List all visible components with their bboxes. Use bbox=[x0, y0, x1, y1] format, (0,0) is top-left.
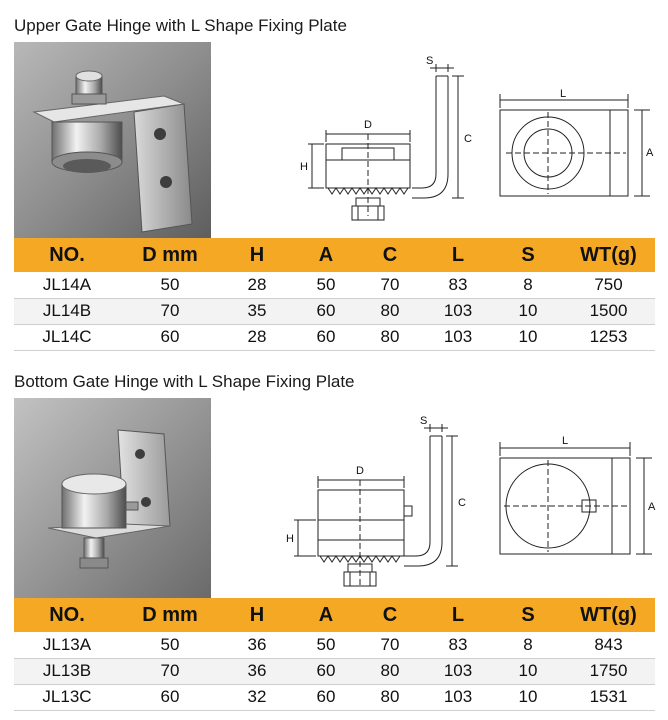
bottom-spec-table bbox=[14, 598, 655, 711]
table-cell: 70 bbox=[120, 658, 220, 684]
dim-label-h: H bbox=[286, 533, 294, 545]
table-cell: JL13A bbox=[42, 634, 92, 654]
table-cell: 10 bbox=[494, 658, 562, 684]
table-cell: 28 bbox=[247, 327, 267, 346]
dim-label-c: C bbox=[464, 133, 472, 145]
dim-label-c: C bbox=[458, 497, 466, 509]
table-cell: 103 bbox=[422, 658, 494, 684]
table-cell: 80 bbox=[380, 687, 400, 706]
column-header: C bbox=[358, 238, 422, 272]
table-cell: 36 bbox=[247, 634, 267, 654]
column-header: NO. bbox=[14, 238, 120, 272]
table-row bbox=[14, 298, 655, 324]
column-header: A bbox=[294, 598, 358, 632]
table-cell: JL14A bbox=[42, 274, 92, 294]
table-cell: 103 bbox=[422, 298, 494, 324]
table-cell: 36 bbox=[220, 658, 294, 684]
table-cell: 843 bbox=[594, 634, 623, 654]
table-cell: 32 bbox=[247, 687, 267, 706]
table-cell: 10 bbox=[518, 327, 538, 346]
table-cell: 10 bbox=[518, 687, 538, 706]
table-cell: 1750 bbox=[562, 658, 655, 684]
upper-hinge-section bbox=[0, 0, 668, 352]
table-cell: 83 bbox=[448, 274, 468, 294]
dim-label-h: H bbox=[300, 161, 308, 173]
table-cell: JL14B bbox=[14, 298, 120, 324]
column-header: C bbox=[358, 598, 422, 632]
table-cell: 70 bbox=[380, 634, 400, 654]
column-header: WT(g) bbox=[562, 238, 655, 272]
upper-top-view-drawing bbox=[494, 88, 658, 204]
section-title: Upper Gate Hinge with L Shape Fixing Plate bbox=[14, 16, 347, 35]
upper-spec-table bbox=[14, 238, 655, 351]
column-header: S bbox=[494, 238, 562, 272]
table-cell: 60 bbox=[294, 658, 358, 684]
bottom-hinge-section bbox=[0, 362, 668, 720]
column-header: H bbox=[220, 598, 294, 632]
bottom-top-view-drawing bbox=[492, 434, 660, 560]
column-header: A bbox=[294, 238, 358, 272]
table-cell: 80 bbox=[358, 298, 422, 324]
dim-label-s: S bbox=[426, 56, 434, 67]
table-cell: JL13C bbox=[42, 687, 92, 706]
table-header-row bbox=[14, 598, 655, 632]
column-header: L bbox=[422, 238, 494, 272]
table-cell: 8 bbox=[523, 274, 533, 294]
dim-label-s: S bbox=[420, 415, 428, 427]
table-row bbox=[14, 684, 655, 710]
table-cell: 80 bbox=[358, 658, 422, 684]
dim-label-d: D bbox=[356, 465, 364, 477]
column-header: S bbox=[494, 598, 562, 632]
dim-label-l: L bbox=[560, 88, 567, 100]
table-cell: 8 bbox=[523, 634, 533, 654]
column-header: D mm bbox=[120, 598, 220, 632]
dim-label-a: A bbox=[648, 501, 656, 513]
dim-label-a: A bbox=[646, 147, 654, 159]
column-header: H bbox=[220, 238, 294, 272]
table-cell: 60 bbox=[316, 327, 336, 346]
table-cell: 50 bbox=[316, 274, 336, 294]
dim-label-d: D bbox=[364, 119, 372, 131]
table-row bbox=[14, 632, 655, 658]
bottom-hinge-photo bbox=[14, 398, 211, 598]
column-header: L bbox=[422, 598, 494, 632]
upper-side-view-drawing bbox=[296, 56, 486, 228]
table-header-row bbox=[14, 238, 655, 272]
table-row bbox=[14, 324, 655, 350]
table-cell: 1253 bbox=[589, 327, 628, 346]
table-cell: 1531 bbox=[589, 687, 628, 706]
table-cell: 80 bbox=[380, 327, 400, 346]
bottom-side-view-drawing bbox=[280, 414, 480, 592]
table-cell: 103 bbox=[443, 327, 473, 346]
table-cell: 70 bbox=[380, 274, 400, 294]
table-cell: JL14C bbox=[42, 327, 92, 346]
column-header: NO. bbox=[14, 598, 120, 632]
dim-label-l: L bbox=[562, 435, 569, 447]
table-row bbox=[14, 658, 655, 684]
table-cell: 35 bbox=[220, 298, 294, 324]
table-cell: 50 bbox=[160, 274, 180, 294]
table-cell: 60 bbox=[316, 687, 336, 706]
table-cell: 60 bbox=[160, 327, 180, 346]
section-title: Bottom Gate Hinge with L Shape Fixing Plate bbox=[14, 372, 355, 391]
table-cell: 1500 bbox=[562, 298, 655, 324]
table-cell: 50 bbox=[160, 634, 180, 654]
table-cell: JL13B bbox=[14, 658, 120, 684]
column-header: WT(g) bbox=[562, 598, 655, 632]
table-cell: 83 bbox=[448, 634, 468, 654]
table-cell: 10 bbox=[494, 298, 562, 324]
table-cell: 60 bbox=[160, 687, 180, 706]
table-cell: 28 bbox=[247, 274, 267, 294]
table-cell: 70 bbox=[120, 298, 220, 324]
table-cell: 103 bbox=[443, 687, 473, 706]
table-cell: 750 bbox=[594, 274, 623, 294]
upper-hinge-photo bbox=[14, 42, 211, 238]
table-cell: 60 bbox=[294, 298, 358, 324]
table-cell: 50 bbox=[316, 634, 336, 654]
table-row bbox=[14, 272, 655, 298]
column-header: D mm bbox=[120, 238, 220, 272]
